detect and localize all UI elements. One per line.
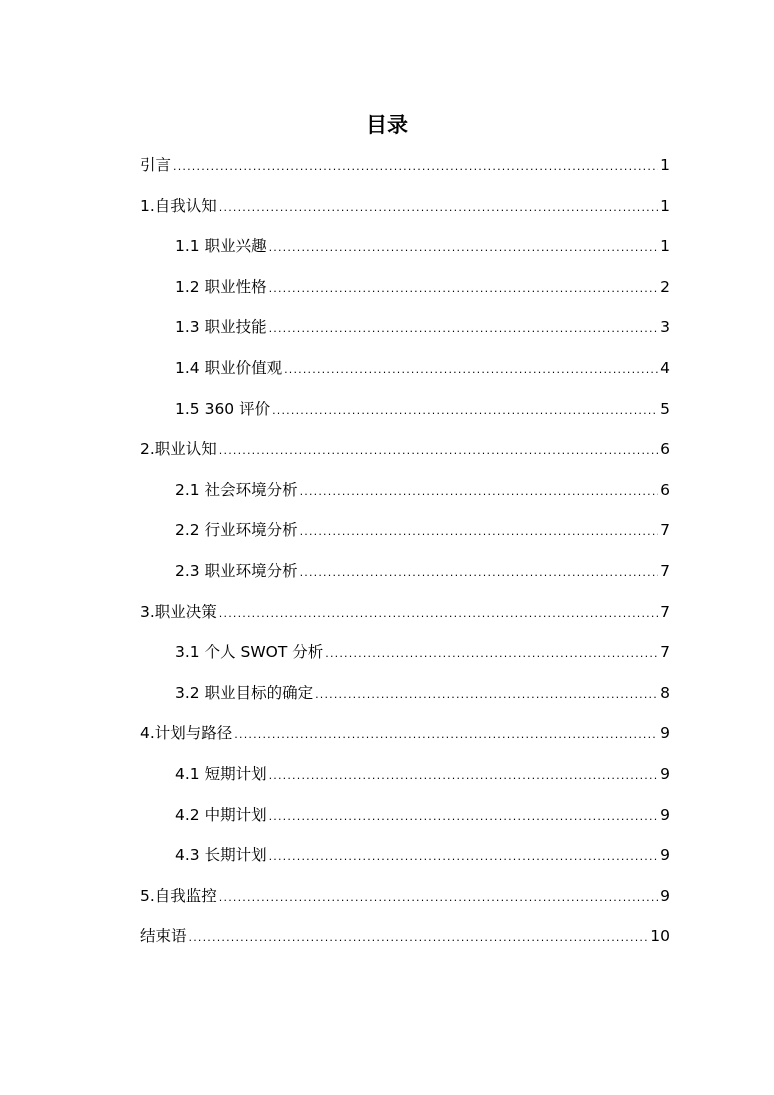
toc-entry-page-number: 7	[660, 521, 670, 540]
toc-entry[interactable]	[140, 195, 670, 236]
toc-dot-leader	[269, 846, 659, 868]
toc-entry[interactable]	[140, 357, 670, 398]
toc-dot-leader	[219, 440, 658, 462]
toc-dot-leader	[284, 359, 658, 381]
toc-entry-label: 2.3 职业环境分析	[175, 561, 298, 580]
toc-dot-leader	[219, 603, 658, 625]
toc-entry-page-number: 9	[660, 805, 670, 824]
toc-entry-page-number: 9	[660, 886, 670, 905]
toc-entry-page-number: 7	[660, 602, 670, 621]
toc-dot-leader	[300, 481, 659, 503]
toc-entry[interactable]	[140, 844, 670, 885]
toc-entry[interactable]	[140, 519, 670, 560]
toc-title: 目录	[366, 113, 408, 137]
toc-dot-leader	[189, 927, 649, 949]
toc-entry[interactable]	[140, 763, 670, 804]
toc-dot-leader	[300, 521, 659, 543]
toc-dot-leader	[269, 765, 659, 787]
toc-entry-page-number: 6	[660, 480, 670, 499]
toc-entry-label: 4.2 中期计划	[175, 805, 267, 824]
toc-dot-leader	[269, 318, 659, 340]
toc-dot-leader	[173, 156, 658, 178]
toc-entry-label: 结束语	[140, 927, 187, 946]
toc-entry[interactable]	[140, 560, 670, 601]
toc-entry-page-number: 9	[660, 846, 670, 865]
toc-entry[interactable]	[140, 235, 670, 276]
toc-entry-label: 4.3 长期计划	[175, 846, 267, 865]
toc-entry[interactable]	[140, 154, 670, 195]
toc-entry[interactable]	[140, 398, 670, 439]
toc-list	[140, 154, 670, 966]
toc-entry[interactable]	[140, 885, 670, 926]
toc-entry-page-number: 7	[660, 643, 670, 662]
toc-entry-label: 1.4 职业价值观	[175, 358, 283, 377]
toc-entry-page-number: 9	[660, 724, 670, 743]
toc-entry-label: 1.5 360 评价	[175, 399, 271, 418]
toc-entry-page-number: 10	[650, 927, 670, 946]
toc-entry-label: 1.3 职业技能	[175, 318, 267, 337]
toc-entry[interactable]	[140, 804, 670, 845]
toc-entry-label: 4.1 短期计划	[175, 764, 267, 783]
toc-dot-leader	[234, 724, 658, 746]
toc-entry-page-number: 1	[660, 196, 670, 215]
toc-entry-label: 1.1 职业兴趣	[175, 237, 267, 256]
toc-entry[interactable]	[140, 641, 670, 682]
toc-entry-label: 引言	[140, 156, 172, 174]
toc-entry[interactable]	[140, 722, 670, 763]
toc-entry-label: 5.自我监控	[140, 886, 217, 905]
toc-entry[interactable]	[140, 682, 670, 723]
toc-entry-page-number: 7	[660, 561, 670, 580]
toc-entry-page-number: 8	[660, 683, 670, 702]
toc-entry[interactable]	[140, 479, 670, 520]
toc-entry-label: 2.1 社会环境分析	[175, 480, 298, 499]
toc-entry-label: 4.计划与路径	[140, 724, 233, 743]
toc-entry-label: 3.2 职业目标的确定	[175, 683, 314, 702]
toc-entry[interactable]	[140, 601, 670, 642]
toc-entry-label: 3.职业决策	[140, 602, 217, 621]
toc-entry-label: 3.1 个人 SWOT 分析	[175, 643, 324, 662]
toc-entry-label: 1.自我认知	[140, 196, 217, 215]
toc-entry-page-number: 2	[660, 277, 670, 296]
toc-entry[interactable]	[140, 925, 670, 966]
toc-dot-leader	[269, 278, 659, 300]
toc-dot-leader	[325, 643, 658, 665]
toc-dot-leader	[315, 684, 658, 706]
toc-entry[interactable]	[140, 276, 670, 317]
toc-dot-leader	[269, 806, 659, 828]
toc-entry-label: 2.职业认知	[140, 440, 217, 459]
toc-entry-page-number: 3	[660, 318, 670, 337]
toc-entry-label: 1.2 职业性格	[175, 277, 267, 296]
toc-dot-leader	[300, 562, 659, 584]
toc-entry[interactable]	[140, 438, 670, 479]
toc-entry-page-number: 1	[660, 156, 670, 174]
toc-dot-leader	[269, 237, 659, 259]
toc-dot-leader	[219, 887, 658, 909]
toc-dot-leader	[272, 400, 658, 422]
toc-entry-page-number: 6	[660, 440, 670, 459]
toc-entry-label: 2.2 行业环境分析	[175, 521, 298, 540]
toc-entry-page-number: 9	[660, 764, 670, 783]
toc-entry-page-number: 1	[660, 237, 670, 256]
toc-entry-page-number: 5	[660, 399, 670, 418]
toc-entry[interactable]	[140, 316, 670, 357]
toc-entry-page-number: 4	[660, 358, 670, 377]
toc-dot-leader	[219, 197, 658, 219]
